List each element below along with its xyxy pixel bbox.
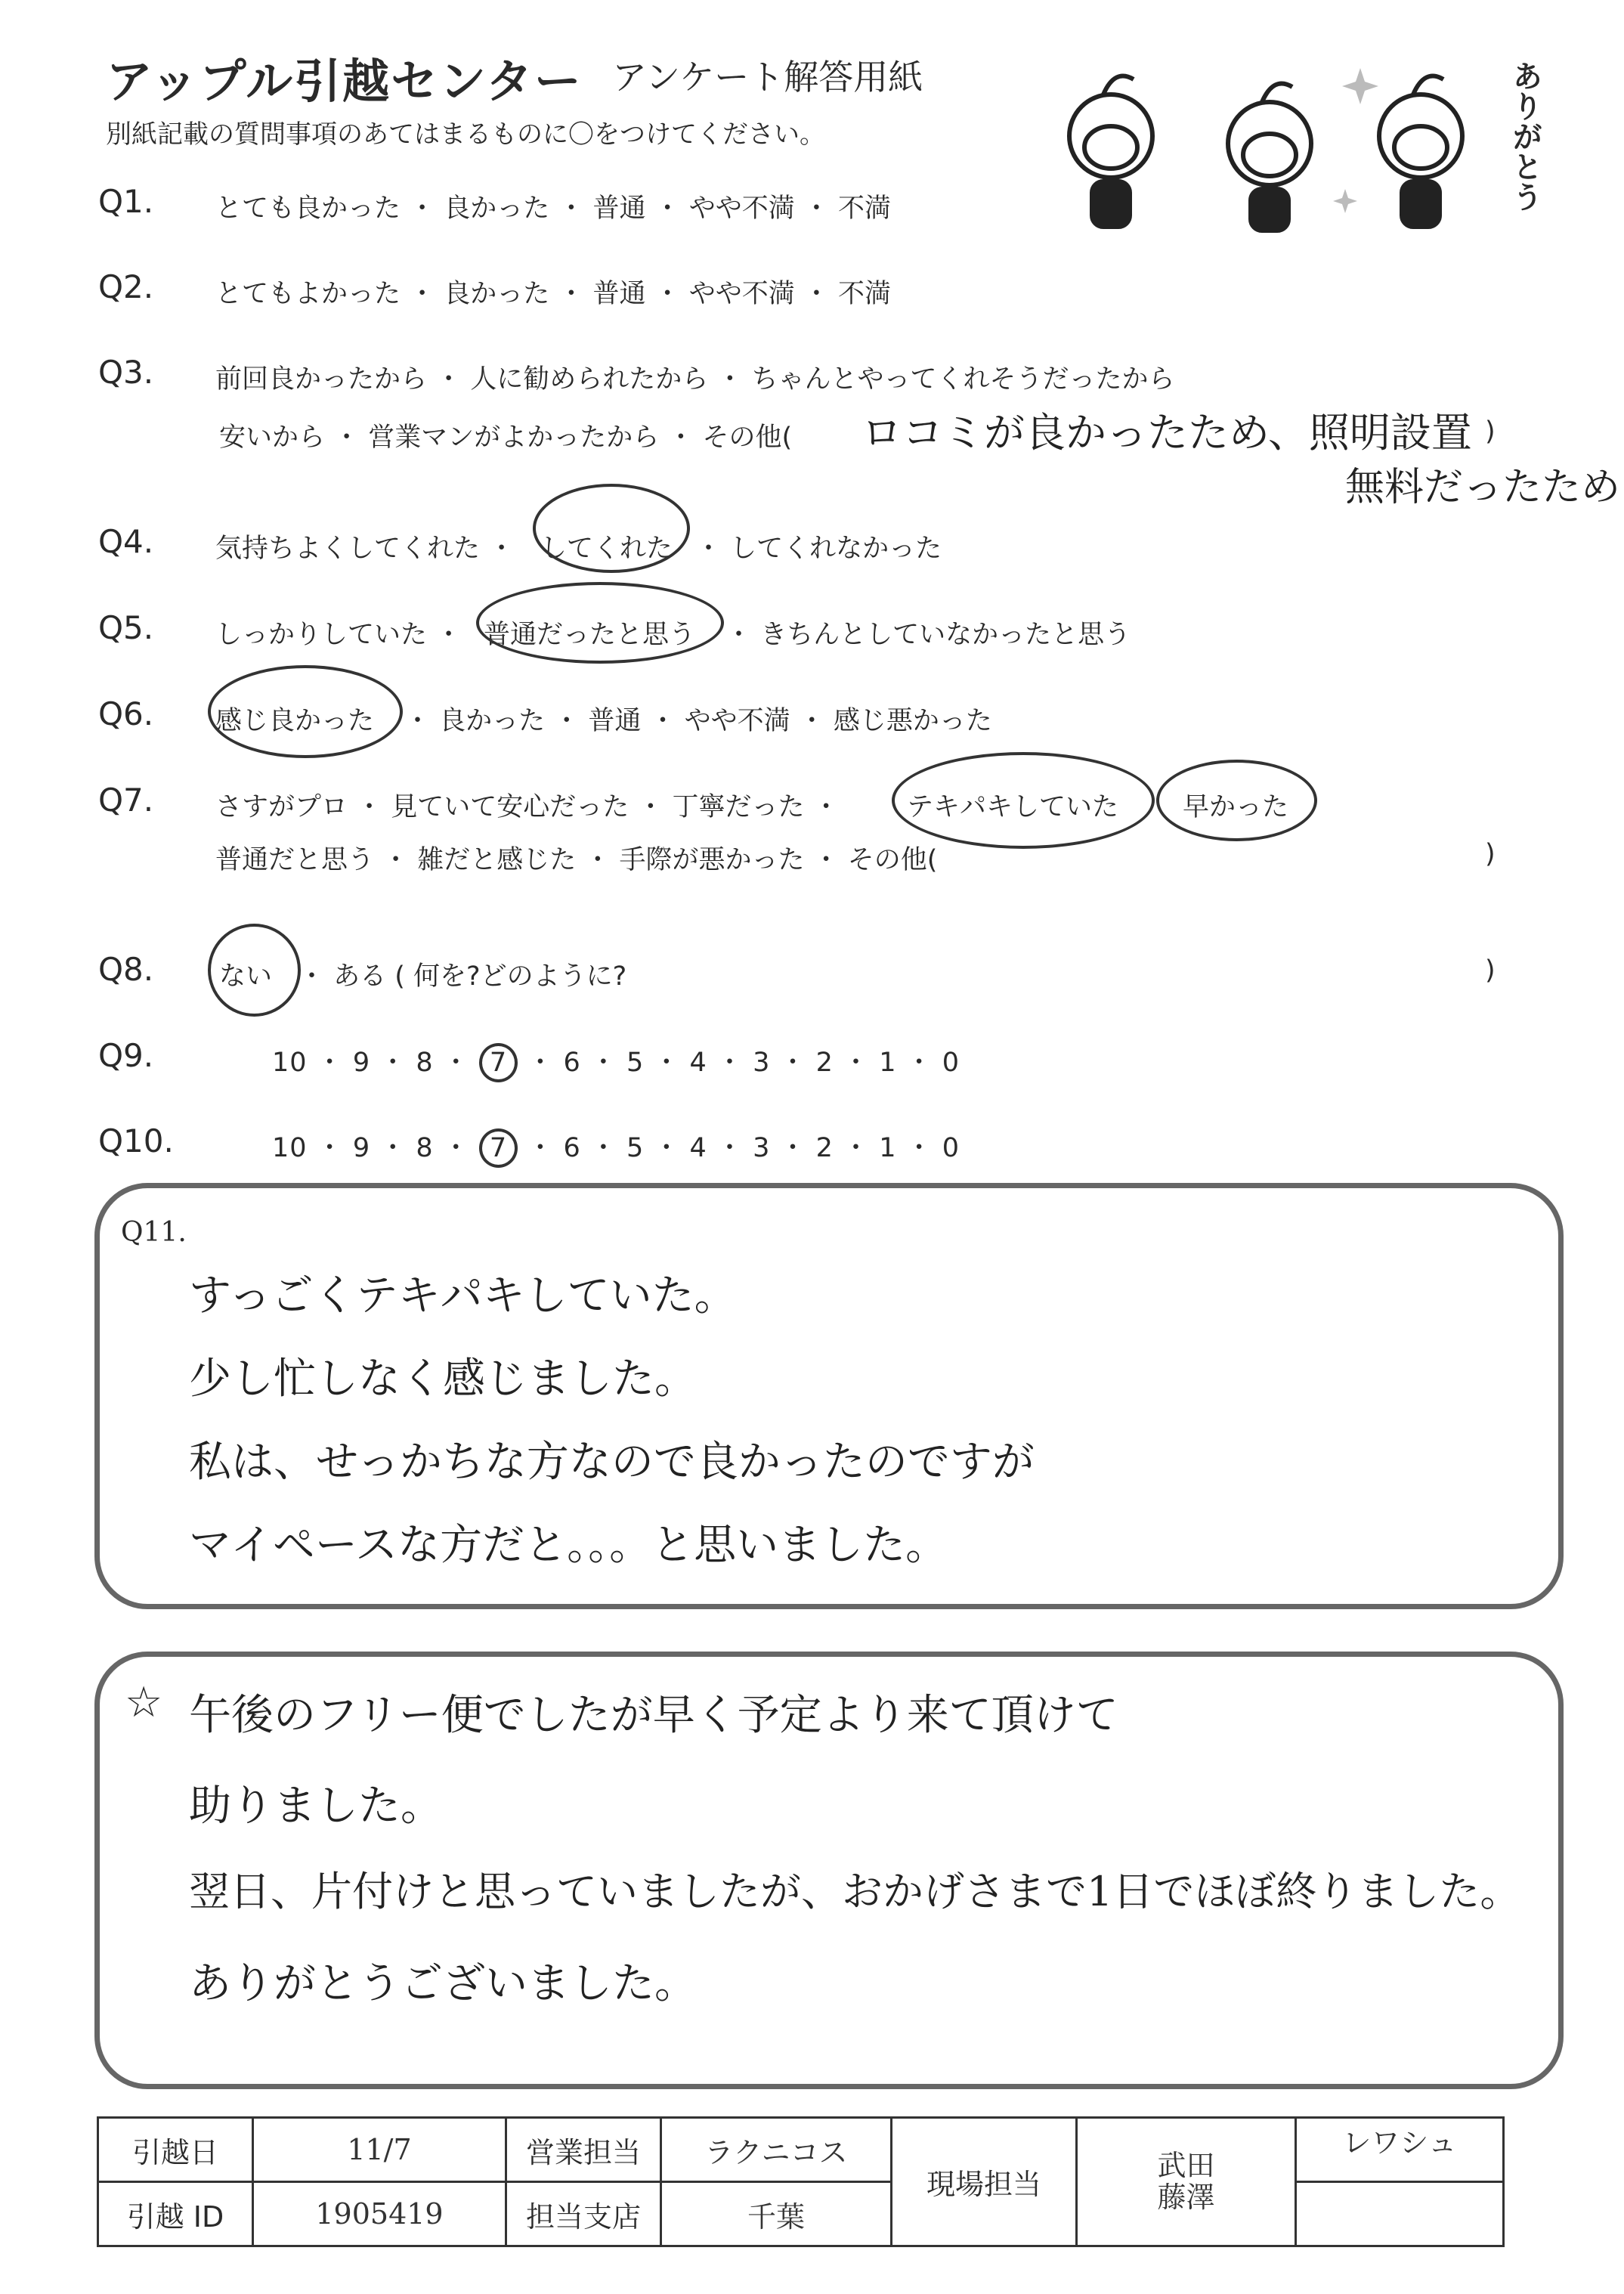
q11-comment-line-1: すっごくテキパキしていた。 — [189, 1271, 737, 1320]
q3-close-paren: ) — [1485, 416, 1496, 447]
site-staff — [1077, 2118, 1296, 2246]
q5-option-2: 普通だったと思う — [484, 620, 696, 650]
move-date-value: 11/7 — [253, 2118, 506, 2182]
move-id-label: 引越 ID — [98, 2182, 253, 2246]
q5-option-1: しっかりしていた ・ — [215, 620, 462, 650]
q8-option-aru: ・ ある ( 何を?どのように? — [299, 961, 627, 992]
q9-score-3: 3 — [753, 1048, 771, 1078]
extra-staff-empty — [1296, 2182, 1504, 2246]
q8-close-paren: ) — [1485, 955, 1496, 986]
mascot-illustration — [1043, 53, 1572, 242]
q10-scale: 10 ・ 9 ・ 8 ・ 7 ・ 6 ・ 5 ・ 4 ・ 3 ・ 2 ・ 1 ・ 0 — [272, 1127, 960, 1165]
q7-label: Q7. — [98, 782, 154, 819]
q1-label: Q1. — [98, 183, 154, 220]
q10-score-3: 3 — [753, 1133, 771, 1163]
monkey-icon — [1379, 76, 1462, 228]
q3-options-line2: 安いから ・ 営業マンがよかったから ・ その他( — [219, 423, 793, 453]
move-date-label: 引越日 — [98, 2118, 253, 2182]
q7-close-paren: ) — [1485, 839, 1496, 869]
q5-selection-circle — [476, 582, 724, 664]
q11-comment-line-4: マイペースな方だと。。。と思いました。 — [189, 1521, 948, 1570]
q10-score-10: 10 — [272, 1133, 308, 1163]
q9-score-1: 1 — [879, 1048, 897, 1078]
q6-option-1: 感じ良かった — [215, 706, 375, 736]
q9-score-2: 2 — [815, 1048, 834, 1078]
q9-score-7: 7 — [479, 1043, 518, 1082]
q3-options-line1: 前回良かったから ・ 人に勧められたから ・ ちゃんとやってくれそうだったから — [215, 364, 1175, 395]
thanks-vertical-text: ありがとう — [1508, 60, 1542, 212]
star-comment-line-1: 午後のフリー便でしたが早く予定より来て頂けて — [189, 1691, 1118, 1740]
q6-selection-circle — [208, 665, 403, 758]
branch-label: 担当支店 — [506, 2182, 661, 2246]
q9-score-4: 4 — [689, 1048, 707, 1078]
form-title: アップル引越センター — [106, 54, 583, 109]
q2-options: とてもよかった ・ 良かった ・ 普通 ・ やや不満 ・ 不満 — [215, 279, 892, 309]
q4-option-1: 気持ちよくしてくれた ・ — [215, 534, 515, 564]
q3-handwritten-answer-cont: 無料だったため — [1345, 465, 1621, 510]
q6-label: Q6. — [98, 695, 154, 732]
site-label: 現場担当 — [892, 2118, 1077, 2246]
q10-score-0: 0 — [942, 1133, 960, 1163]
q9-score-10: 10 — [272, 1048, 308, 1078]
sales-value: ラクニコス — [661, 2118, 892, 2182]
q7-option-tekipaki: テキパキしていた — [907, 792, 1119, 822]
site-staff-1: 武田 — [1157, 2148, 1215, 2182]
q7-selection-circle-2 — [1156, 760, 1317, 841]
q10-score-5: 5 — [626, 1133, 645, 1163]
q10-score-2: 2 — [815, 1133, 834, 1163]
q5-option-3: ・ きちんとしていなかったと思う — [725, 620, 1131, 650]
q10-score-6: 6 — [563, 1133, 581, 1163]
instruction-text: 別紙記載の質問事項のあてはまるものに〇をつけてください。 — [106, 119, 825, 150]
branch-value: 千葉 — [661, 2182, 892, 2246]
q9-score-9: 9 — [352, 1048, 371, 1078]
q4-label: Q4. — [98, 523, 154, 560]
q9-scale: 10 ・ 9 ・ 8 ・ 7 ・ 6 ・ 5 ・ 4 ・ 3 ・ 2 ・ 1 ・ 0 — [272, 1042, 960, 1079]
q10-score-9: 9 — [352, 1133, 371, 1163]
star-comment-line-3: 翌日、片付けと思っていましたが、おかげさまで1日でほぼ終りました。 — [189, 1868, 1521, 1915]
monkey-icon — [1069, 76, 1152, 228]
q9-score-6: 6 — [563, 1048, 581, 1078]
sparkle-icon — [1333, 68, 1378, 213]
q2-label: Q2. — [98, 268, 154, 305]
q9-label: Q9. — [98, 1037, 154, 1074]
q11-label: Q11. — [121, 1217, 187, 1248]
q8-selection-circle — [208, 924, 301, 1017]
q7-options-line2: 普通だと思う ・ 雑だと感じた ・ 手際が悪かった ・ その他( — [215, 845, 938, 875]
q3-label: Q3. — [98, 354, 154, 391]
q7-options-line1: さすがプロ ・ 見ていて安心だった ・ 丁寧だった ・ — [215, 792, 840, 822]
q1-options: とても良かった ・ 良かった ・ 普通 ・ やや不満 ・ 不満 — [215, 193, 892, 224]
monkey-icon — [1228, 84, 1311, 231]
q8-option-nai: ない — [219, 961, 273, 992]
q7-selection-circle-1 — [892, 752, 1155, 849]
q9-score-8: 8 — [416, 1048, 434, 1078]
q3-handwritten-answer: ロコミが良かったため、照明設置 — [861, 409, 1472, 457]
q10-score-4: 4 — [689, 1133, 707, 1163]
extra-staff: レワシュ — [1296, 2118, 1504, 2182]
q9-score-0: 0 — [942, 1048, 960, 1078]
q6-options-rest: ・ 良かった ・ 普通 ・ やや不満 ・ 感じ悪かった — [404, 706, 992, 736]
q9-score-5: 5 — [626, 1048, 645, 1078]
q4-option-3: ・ してくれなかった — [695, 534, 942, 564]
q10-label: Q10. — [98, 1122, 174, 1159]
footer-info-table — [97, 2116, 1505, 2247]
q8-label: Q8. — [98, 951, 154, 988]
q7-option-hayakatta: 早かった — [1183, 792, 1289, 822]
sales-label: 営業担当 — [506, 2118, 661, 2182]
star-icon: ☆ — [125, 1678, 163, 1727]
q10-score-1: 1 — [879, 1133, 897, 1163]
site-staff-2: 藤澤 — [1157, 2180, 1215, 2214]
q11-comment-line-3: 私は、せっかちな方なので良かったのですが — [189, 1438, 1035, 1487]
star-comment-line-2: 助りました。 — [189, 1782, 443, 1831]
q11-comment-line-2: 少し忙しなく感じました。 — [189, 1354, 697, 1404]
q4-selection-circle — [533, 484, 690, 573]
q5-label: Q5. — [98, 609, 154, 646]
q4-option-2: してくれた — [540, 534, 673, 564]
q10-score-8: 8 — [416, 1133, 434, 1163]
star-comment-line-4: ありがとうございました。 — [189, 1959, 697, 2008]
q10-score-7: 7 — [479, 1128, 518, 1168]
form-subtitle: アンケート解答用紙 — [612, 57, 923, 98]
move-id-value: 1905419 — [253, 2182, 506, 2246]
